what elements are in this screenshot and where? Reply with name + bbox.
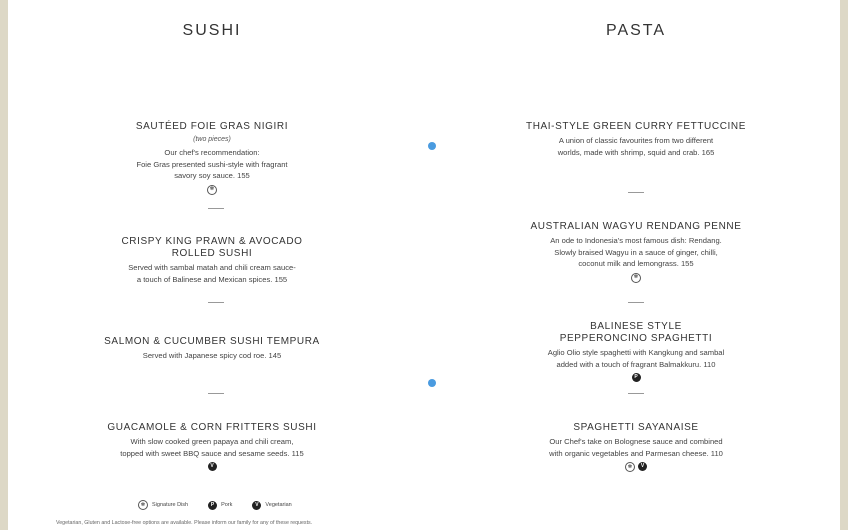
item-name: THAI-STYLE GREEN CURRY FETTUCCINE [525, 121, 746, 132]
item-divider [628, 192, 644, 193]
pasta-title: PASTA [605, 22, 667, 39]
legend-label: Vegetarian [265, 502, 292, 508]
item-icons [12, 462, 412, 471]
menu-page [8, 0, 840, 530]
item-description: Our Chef's take on Bolognese sauce and combined with organic vegetables and Parmesan cheese. 110 [549, 437, 723, 458]
item-note: (two pieces) [193, 136, 231, 143]
menu-item-spaghetti-sayanaise [436, 422, 836, 472]
menu-item-foie-gras-nigiri [12, 121, 412, 195]
signature-dish-icon: ✻ [207, 185, 217, 195]
item-description: An ode to Indonesia's most famous dish: Rendang. Slowly braised Wagyu in a sauce of ginger, chilli, coconut milk and lemongrass. 155 [550, 236, 722, 268]
item-description: Served with Japanese spicy cod roe. 145 [142, 351, 282, 360]
menu-item-crispy-king-prawn [12, 236, 412, 285]
dietary-footnote: Vegetarian, Gluten and Lactose-free options are available. Please inform our family for any of these requests. [56, 520, 313, 526]
accent-dot [428, 379, 436, 387]
signature-dish-icon: ✻ [625, 462, 635, 472]
item-name: AUSTRALIAN WAGYU RENDANG PENNE [530, 221, 742, 232]
item-name: GUACAMOLE & CORN FRITTERS SUSHI [107, 422, 317, 433]
legend-label: Signature Dish [152, 502, 189, 508]
vegetarian-icon: V [252, 501, 261, 510]
legend-label: Pork [221, 502, 233, 508]
item-description: Served with sambal matah and chili cream sauce- a touch of Balinese and Mexican spices. 155 [128, 263, 296, 284]
item-icons [436, 462, 836, 472]
signature-dish-icon: ✻ [138, 500, 148, 510]
item-description: Aglio Olio style spaghetti with Kangkung and sambal added with a touch of fragrant Balmakkuru. 110 [547, 348, 725, 369]
vegetarian-icon: V [208, 462, 217, 471]
item-icons [436, 273, 836, 283]
menu-item-pepperoncino-spaghetti [436, 321, 836, 382]
item-description: With slow cooked green papaya and chili cream, topped with sweet BBQ sauce and sesame seeds. 115 [120, 437, 304, 458]
item-name: BALINESE STYLE PEPPERONCINO SPAGHETTI [559, 321, 713, 344]
accent-dot [428, 142, 436, 150]
item-icons [12, 185, 412, 195]
item-name: SPAGHETTI SAYANAISE [573, 422, 699, 433]
item-description: Our chef's recommendation: Foie Gras presented sushi-style with fragrant savory soy sauce. 155 [136, 148, 288, 180]
menu-item-wagyu-rendang-penne [436, 221, 836, 283]
item-name: SALMON & CUCUMBER SUSHI TEMPURA [104, 336, 320, 347]
item-name: CRISPY KING PRAWN & AVOCADO ROLLED SUSHI [121, 236, 303, 259]
legend-pork [208, 501, 232, 510]
item-divider [208, 393, 224, 394]
menu-item-guacamole-corn [12, 422, 412, 471]
item-divider [208, 208, 224, 209]
signature-dish-icon: ✻ [631, 273, 641, 283]
pork-icon: P [208, 501, 217, 510]
menu-item-green-curry-fettuccine [436, 121, 836, 158]
sushi-title: SUSHI [182, 22, 242, 39]
item-divider [628, 393, 644, 394]
vegetarian-icon: V [638, 462, 647, 471]
menu-item-salmon-cucumber [12, 336, 412, 362]
pork-icon: P [632, 373, 641, 382]
item-divider [208, 302, 224, 303]
item-name: SAUTÉED FOIE GRAS NIGIRI [135, 121, 289, 132]
legend-signature [138, 500, 188, 510]
item-description: A union of classic favourites from two different worlds, made with shrimp, squid and crab. 165 [557, 136, 715, 157]
legend-vegetarian [252, 501, 291, 510]
item-divider [628, 302, 644, 303]
icon-legend [138, 500, 292, 510]
item-icons [436, 373, 836, 382]
